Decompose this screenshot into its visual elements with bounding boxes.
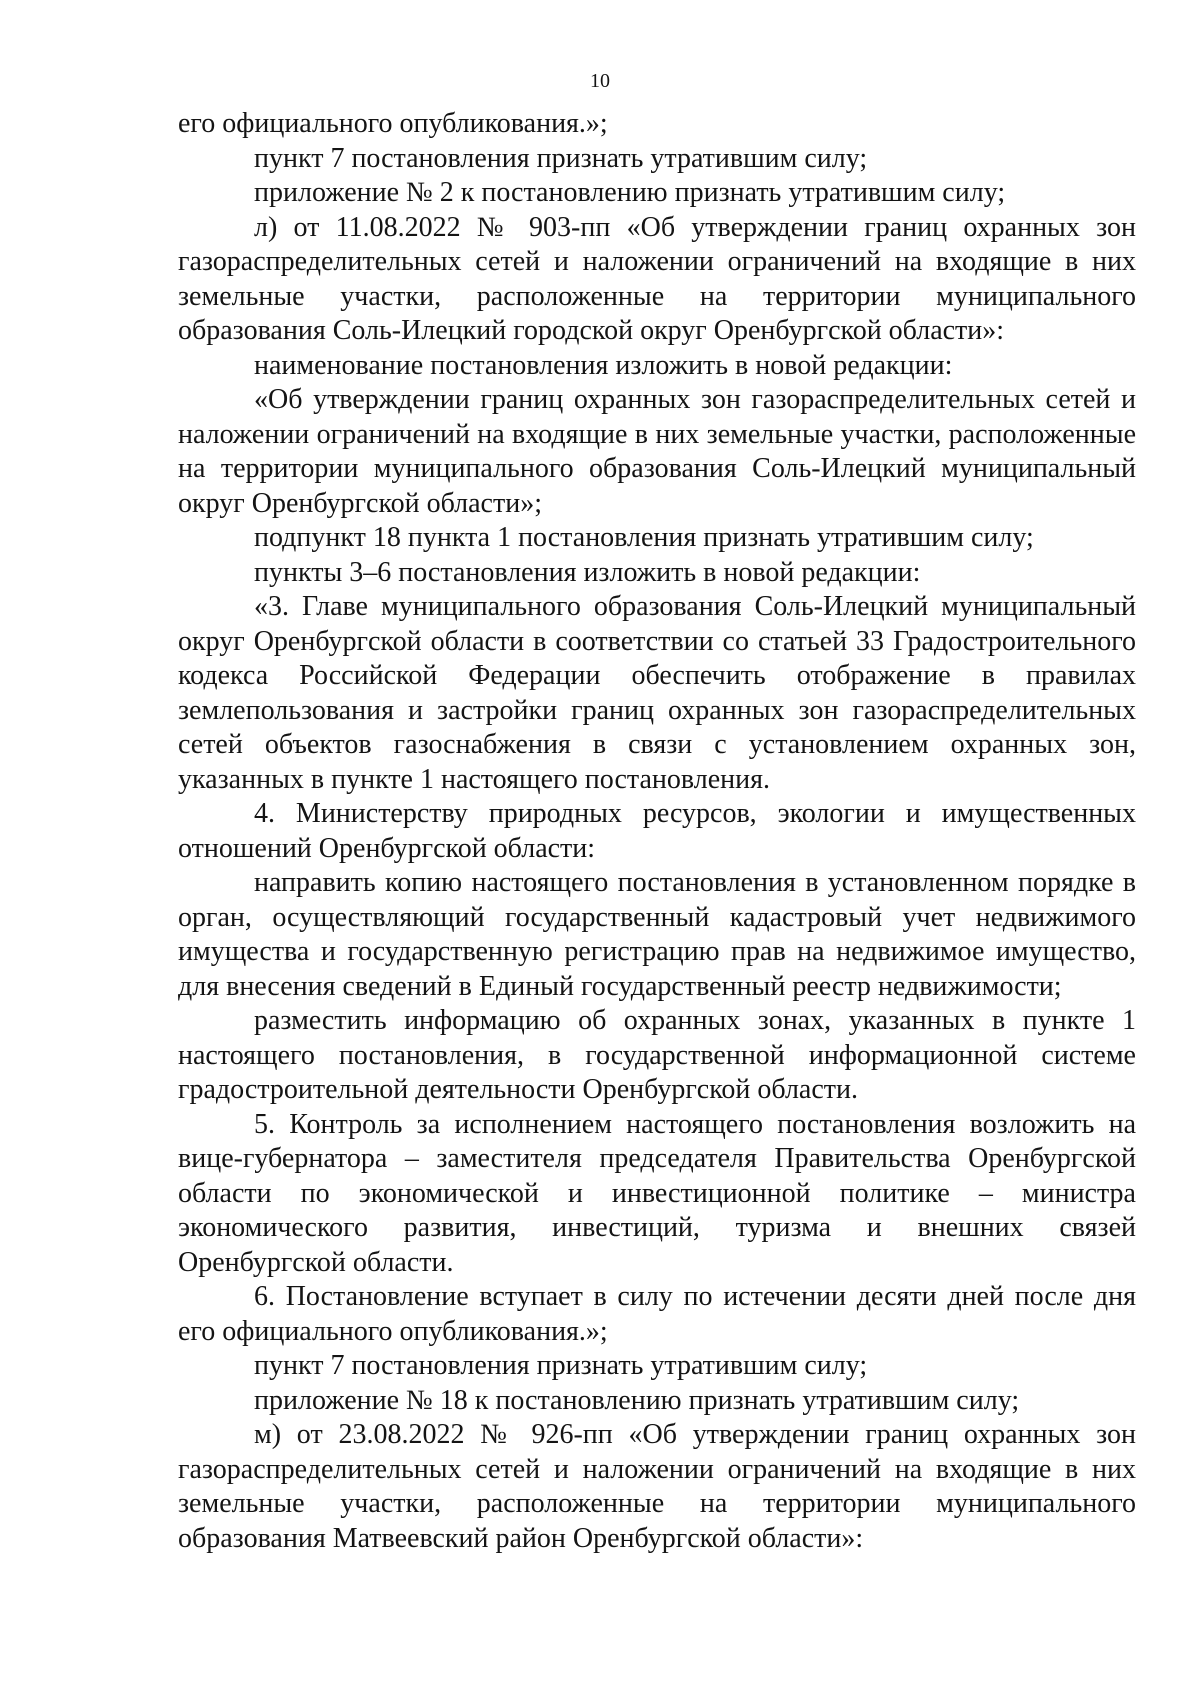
paragraph: 5. Контроль за исполнением настоящего постановления возложить на вице-губернатора – заместителя председателя Правительства Оренбургской области по экономической и инвестиционной политике – министра экономического развития, инвестиций, туризма и внешних связей Оренбургской области. <box>178 1108 1136 1278</box>
paragraph: 4. Министерству природных ресурсов, экологии и имущественных отношений Оренбургской области: <box>178 798 1136 864</box>
paragraph: 6. Постановление вступает в силу по истечении десяти дней после дня его официального опубликования.»; <box>178 1281 1136 1347</box>
paragraph: приложение № 2 к постановлению признать утратившим силу; <box>254 177 1006 208</box>
paragraph: приложение № 18 к постановлению признать утратившим силу; <box>254 1384 1020 1416</box>
paragraph: подпункт 18 пункта 1 постановления признать утратившим силу; <box>254 522 1034 553</box>
paragraph: пункт 7 постановления признать утратившим силу; <box>254 142 868 174</box>
page-number: 10 <box>590 70 610 92</box>
paragraph: наименование постановления изложить в новой редакции: <box>254 349 953 381</box>
document-body <box>178 107 1136 1556</box>
paragraph: его официального опубликования.»; <box>178 108 608 139</box>
paragraph: «3. Главе муниципального образования Соль-Илецкий муниципальный округ Оренбургской области в соответствии со статьей 33 Градостроительного кодекса Российской Федерации обеспечить отображение в правилах землепользования и застройки границ охранных зон газораспределительных сетей объектов газоснабжения в связи с установлением охранных зон, указанных в пункте 1 настоящего постановления. <box>178 591 1136 795</box>
paragraph: направить копию настоящего постановления в установленном порядке в орган, осуществляющий государственный кадастровый учет недвижимого имущества и государственную регистрацию прав на недвижимое имущество, для внесения сведений в Единый государственный реестр недвижимости; <box>178 867 1136 1002</box>
paragraph: м) от 23.08.2022 № 926-пп «Об утверждении границ охранных зон газораспределительных сетей и наложении ограничений на входящие в них земельные участки, расположенные на территории муниципального образования Матвеевский район Оренбургской области»: <box>178 1419 1136 1554</box>
paragraph: разместить информацию об охранных зонах, указанных в пункте 1 настоящего постановления, в государственной информационной системе градостроительной деятельности Оренбургской области. <box>178 1005 1136 1105</box>
paragraph: пункт 7 постановления признать утратившим силу; <box>254 1350 868 1381</box>
paragraph: «Об утверждении границ охранных зон газораспределительных сетей и наложении ограничений на входящие в них земельные участки, расположенные на территории муниципального образования Соль-Илецкий муниципальный округ Оренбургской области»; <box>178 384 1136 519</box>
paragraph: пункты 3–6 постановления изложить в новой редакции: <box>254 556 921 588</box>
paragraph: л) от 11.08.2022 № 903-пп «Об утверждении границ охранных зон газораспределительных сетей и наложении ограничений на входящие в них земельные участки, расположенные на территории муниципального образования Соль-Илецкий городской округ Оренбургской области»: <box>178 211 1136 346</box>
